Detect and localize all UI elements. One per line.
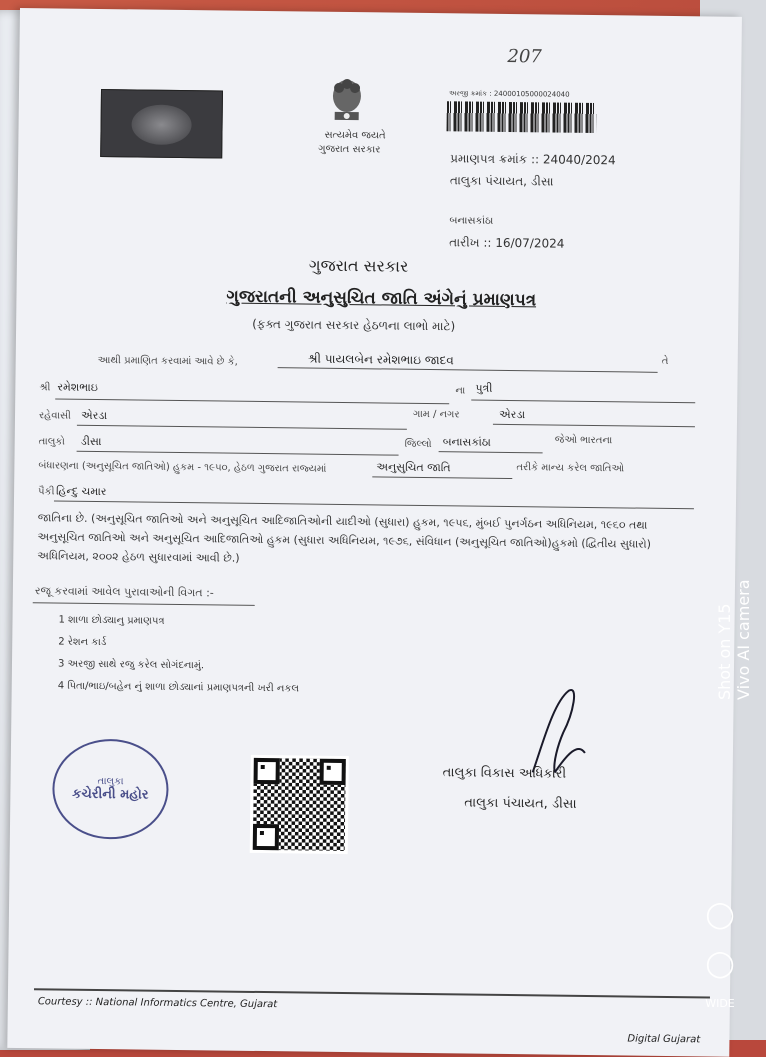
barcode-label: અરજી ક્રમાંક : 24000105000024040 [448, 89, 570, 99]
certificate-page [7, 8, 742, 1057]
qr-code-icon [250, 755, 349, 854]
handwritten-number: 207 [507, 45, 542, 68]
national-emblem-icon [316, 74, 377, 135]
taluka: ડીસા [80, 434, 102, 449]
evidence-item-1: 1 શાળા છોડ્યાનુ પ્રમાણપત્ર [58, 614, 165, 627]
caste: હિન્દુ ચમાર [56, 484, 107, 499]
te-label: તે [661, 355, 669, 367]
title-government: ગુજરાત સરકાર [308, 255, 409, 276]
camera-logo-text: WIDE [705, 997, 735, 1010]
stamp-text: કચેરીની મહોર [72, 786, 149, 803]
village-label: ગામ / નગર [412, 408, 460, 421]
applicant-photo [100, 89, 223, 158]
district-label: જિલ્લો [404, 438, 432, 451]
applicant-name: શ્રી પાયલબેન રમેશભાઇ જાદવ [307, 351, 454, 368]
district: બનાસકાંઠા [442, 435, 492, 449]
signature [523, 682, 604, 779]
camera-watermark-line1: Shot on Y15 [715, 603, 734, 700]
relation: પુત્રી [475, 381, 493, 395]
issue-date: તારીખ :: 16/07/2024 [449, 235, 565, 251]
footer-courtesy: Courtesy :: National Informatics Centre, Gujarat [37, 996, 278, 1011]
camera-watermark-line2: Vivo AI camera [734, 579, 753, 700]
constitution-text: બંધારણના (અનુસૂચિત જાતિઓ) હુકમ - ૧૯૫૦, હેઠળ ગુજરાત રાજ્યમાં [38, 460, 327, 475]
camera-logo: ◯ ◯ WIDE [705, 900, 735, 1010]
recognized-text: તરીકે માન્ય કરેલ જાતિઓ [516, 462, 625, 475]
certify-intro: આથી પ્રમાણિત કરવામાં આવે છે કે, [97, 354, 238, 368]
taluka-label: તાલુકો [38, 436, 65, 448]
issuing-office: તાલુકા પંચાયત, ડીસા [449, 173, 554, 189]
barcode-icon [447, 101, 597, 133]
evidence-item-4: 4 પિતા/ભાઇ/બહેન નું શાળા છોડ્યાનાં પ્રમાણપત્રની ખરી નકલ [57, 680, 300, 695]
shri-label: શ્રી [39, 382, 51, 394]
category: અનુસુચિત જાતિ [376, 460, 451, 475]
title-subtitle: (ફક્ત ગુજરાત સરકાર હેઠળના લાભો માટે) [252, 316, 456, 334]
certificate-number: પ્રમાણપત્ર ક્રમાંક :: 24040/2024 [450, 151, 616, 168]
evidence-heading: રજૂ કરવામાં આવેલ પુરાવાઓની વિગત :- [34, 584, 214, 600]
emblem-motto: સત્યમેવ જયતે [324, 129, 386, 142]
officer-office: તાલુકા પંચાયત, ડીસા [464, 795, 577, 812]
footer-digital: Digital Gujarat [627, 1033, 701, 1046]
resident: એરડા [80, 408, 108, 423]
evidence-item-3: 3 અરજી સાથે રજુ કરેલ સોગંદનામું. [57, 658, 205, 672]
emblem-caption: ગુજરાત સરકાર [318, 143, 381, 156]
office-stamp [52, 738, 169, 839]
legal-paragraph: જાતિના છે. (અનુસૂચિત જાતિઓ અને અનુસૂચિત આદિજાતિઓની યાદીઓ (સુધારા) હુકમ, ૧૯૫૬, મુંબઈ પુનર્ગઠન અધિનિયમ, ૧૯૬૦ તથા અનુસૂચિત જાતિઓ અને અનુસૂચિત આદિજાતિઓ હુકમ (સુધારા અધિનિયમ, ૧૯૭૬, સંવિધાન (અનુસૂચિત જાતિઓ)હુકમો (દ્વિતીય સુધારો) અધિનિયમ, ૨૦૦૨ હેઠળ સુધારવામાં આવી છે.) [37, 511, 652, 565]
camera-watermark [715, 579, 753, 700]
title-certificate: ગુજરાતની અનુસુચિત જાતિ અંગેનું પ્રમાણપત્ર [226, 286, 537, 311]
stamp-top: તાલુકા [97, 776, 124, 788]
district-header: બનાસકાંઠા [449, 215, 494, 227]
village: એરડા [498, 407, 526, 422]
na-label: ના [455, 385, 466, 397]
father-name: રમેશભાઇ [57, 380, 98, 394]
india-text: જેઓ ભારતના [554, 434, 613, 447]
officer-title: તાલુકા વિકાસ અધિકારી [442, 765, 567, 782]
caste-label: પૈકી [38, 486, 55, 498]
evidence-item-2: 2 રેશન કાર્ડ [58, 636, 107, 649]
resident-label: રહેવાસી [38, 410, 72, 422]
